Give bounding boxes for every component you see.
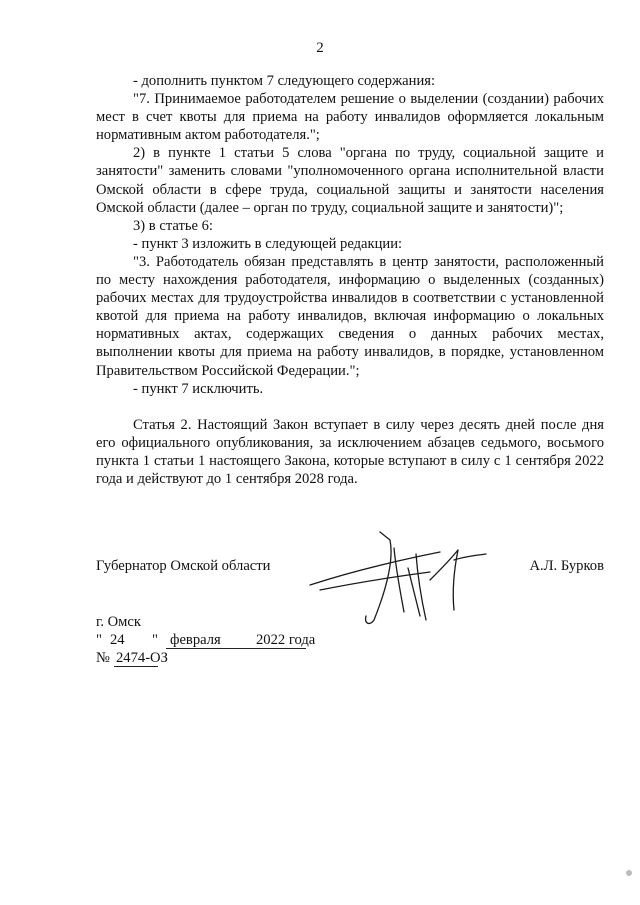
- handwritten-signature: [290, 520, 520, 630]
- date-day: 24: [110, 632, 125, 648]
- quote-close: ": [152, 632, 158, 648]
- paragraph: - дополнить пунктом 7 следующего содержания:: [133, 73, 436, 89]
- governor-name: А.Л. Бурков: [529, 558, 604, 574]
- page-number: 2: [316, 40, 324, 56]
- paragraph: 2) в пункте 1 статьи 5 слова "органа по труду, социальной защите и занятости" заменить словами "уполномоченного органа исполнительной власти Омской области в сфере труда, социальной защиты и занятости населения Омской области (далее – орган по труду, социальной защите и занятости)";: [96, 145, 604, 216]
- date-month: февраля: [170, 632, 221, 648]
- date-year: 2022 года: [256, 632, 316, 648]
- governor-title: Губернатор Омской области: [96, 558, 271, 574]
- paragraph: - пункт 3 изложить в следующей редакции:: [133, 235, 403, 252]
- law-number: 2474-ОЗ: [116, 650, 168, 666]
- city: г. Омск: [96, 614, 141, 630]
- article-2-paragraph: Статья 2. Настоящий Закон вступает в силу через десять дней после дня его официального опубликования, за исключением абзацев седьмого, восьмого пункта 1 статьи 1 настоящего Закона, которые вступают в силу с 1 сентября 2022 года и действуют до 1 сентября 2028 года.: [96, 416, 604, 487]
- paragraph: - пункт 7 исключить.: [133, 380, 264, 397]
- date-line: [96, 632, 356, 652]
- scan-speck: [626, 870, 632, 876]
- number-sign: №: [96, 650, 110, 666]
- quote-open: ": [96, 632, 102, 648]
- number-underline: [114, 666, 158, 667]
- paragraph: "3. Работодатель обязан представлять в центр занятости, расположенный по месту нахождения работодателя, информацию о выделенных (созданных) рабочих местах для трудоустройства инвалидов в соответствии с установленной квотой для приема на работу инвалидов, включая информацию о локальных нормативных актах, содержащих сведения о данных рабочих местах, выполнении квоты для приема на работу инвалидов, в порядке, установленном Правительством Российской Федерации.";: [96, 253, 604, 379]
- document-body: [96, 72, 604, 488]
- law-number-line: [96, 650, 216, 670]
- paragraph: "7. Принимаемое работодателем решение о выделении (создании) рабочих мест в счет квоты для приема на работу инвалидов оформляется локальным нормативным актом работодателя.";: [96, 91, 604, 144]
- paragraph: 3) в статье 6:: [133, 217, 213, 234]
